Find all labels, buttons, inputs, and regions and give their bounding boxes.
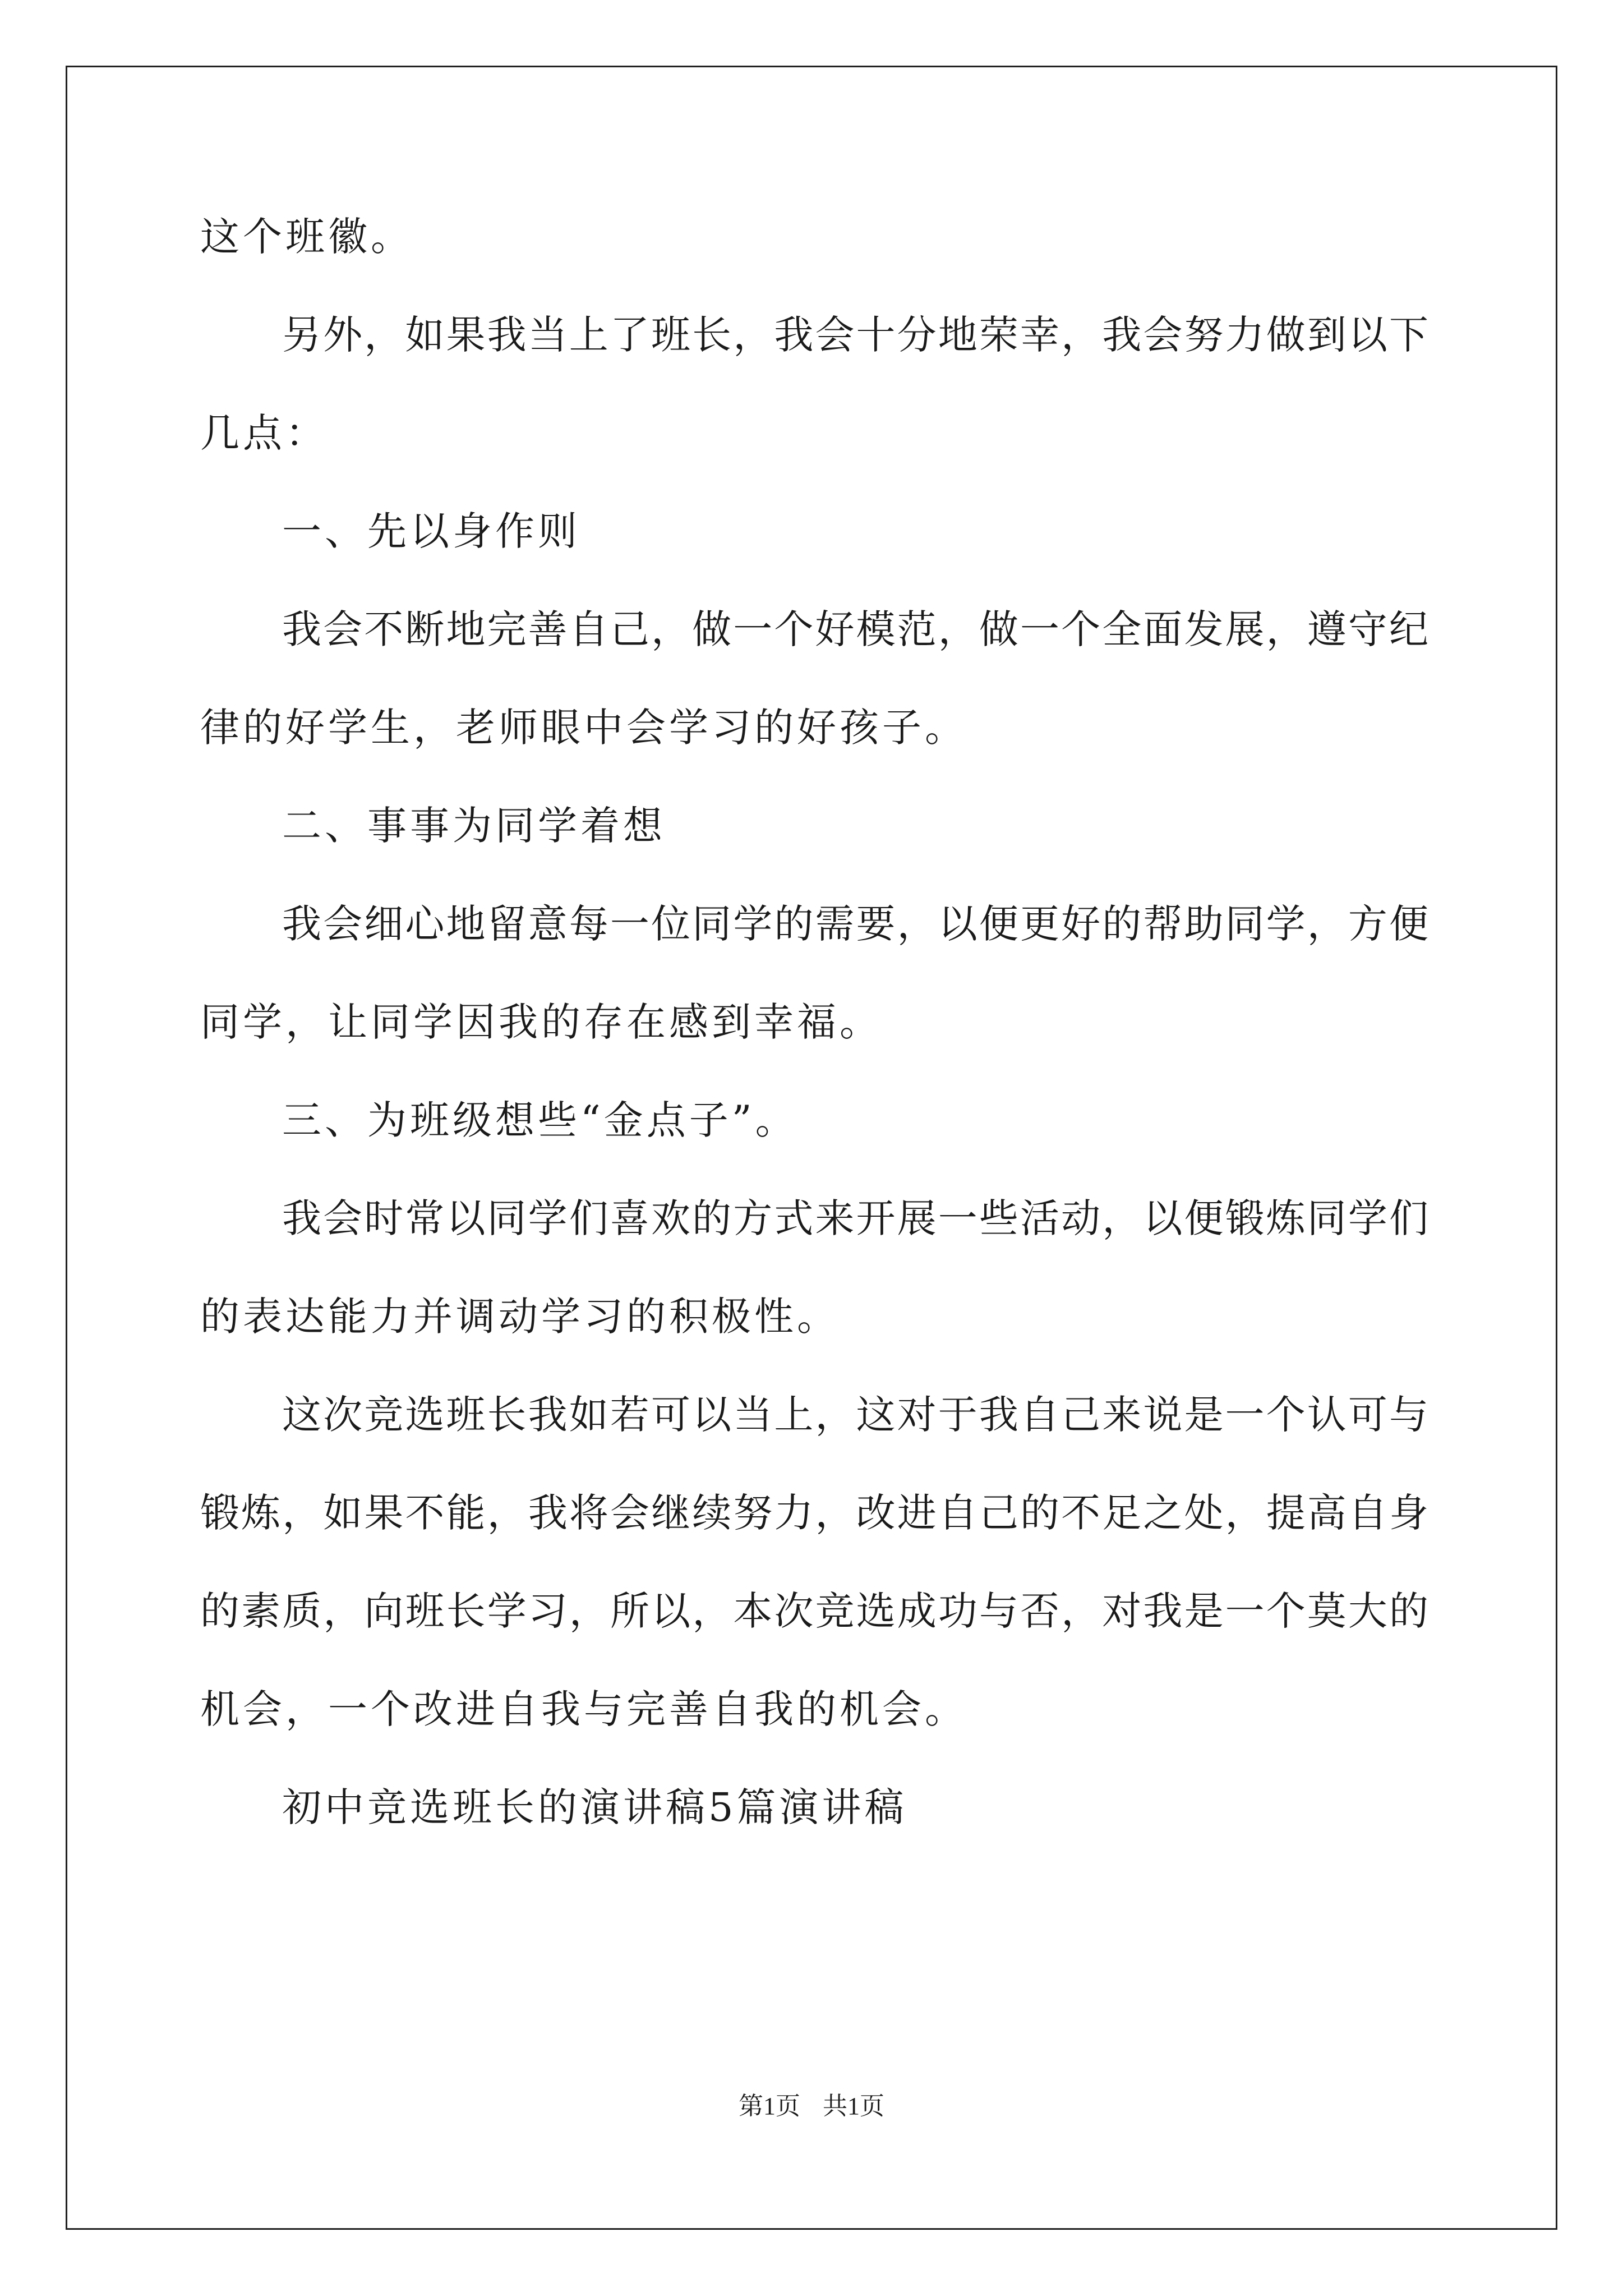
paragraph-line: 机会，一个改进自我与完善自我的机会。 bbox=[200, 1686, 967, 1732]
section-heading: 二、事事为同学着想 bbox=[282, 803, 666, 849]
page-total: 共1页 bbox=[823, 2092, 884, 2120]
paragraph-line: 锻炼，如果不能，我将会继续努力，改进自己的不足之处，提高自身 bbox=[200, 1490, 1428, 1536]
paragraph-line: 律的好学生，老师眼中会学习的好孩子。 bbox=[200, 705, 967, 751]
section-heading: 一、先以身作则 bbox=[282, 508, 580, 554]
paragraph-line: 同学，让同学因我的存在感到幸福。 bbox=[200, 999, 882, 1045]
paragraph-line: 几点： bbox=[200, 410, 328, 456]
page-border bbox=[66, 66, 1557, 2230]
paragraph-line: 的素质，向班长学习，所以，本次竞选成功与否，对我是一个莫大的 bbox=[200, 1588, 1428, 1634]
paragraph-line: 的表达能力并调动学习的积极性。 bbox=[200, 1294, 840, 1340]
paragraph-line: 另外，如果我当上了班长，我会十分地荣幸，我会努力做到以下 bbox=[282, 312, 1428, 358]
paragraph-line: 这次竞选班长我如若可以当上，这对于我自己来说是一个认可与 bbox=[282, 1392, 1428, 1438]
paragraph-line: 我会时常以同学们喜欢的方式来开展一些活动，以便锻炼同学们 bbox=[282, 1195, 1428, 1241]
document-title-line: 初中竞选班长的演讲稿5篇演讲稿 bbox=[282, 1784, 907, 1830]
paragraph-line: 我会细心地留意每一位同学的需要，以便更好的帮助同学，方便 bbox=[282, 901, 1428, 947]
page-number: 第1页 bbox=[739, 2092, 800, 2120]
section-heading: 三、为班级想些“金点子”。 bbox=[282, 1097, 798, 1143]
paragraph-line: 我会不断地完善自己，做一个好模范，做一个全面发展，遵守纪 bbox=[282, 606, 1428, 652]
paragraph-line: 这个班徽。 bbox=[200, 214, 413, 260]
page-footer bbox=[0, 2091, 1623, 2122]
